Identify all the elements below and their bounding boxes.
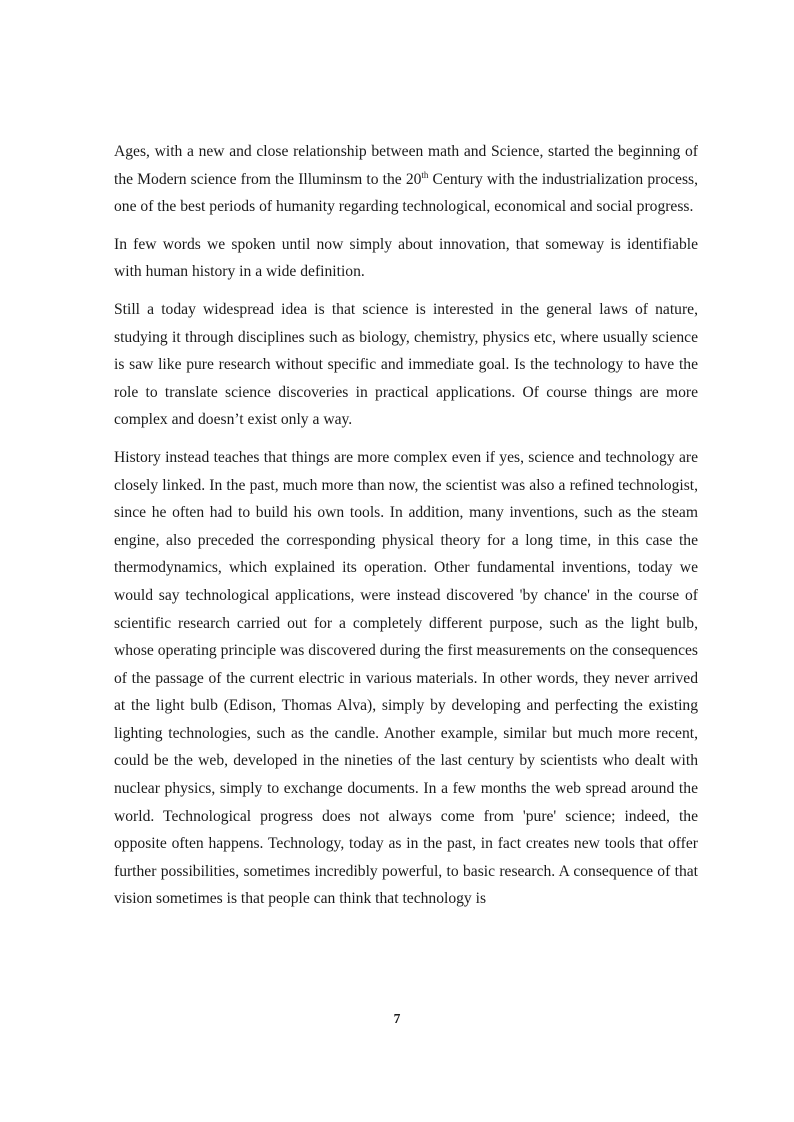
ordinal-superscript: th [421, 169, 429, 180]
paragraph-text-part-2: Century with the industrialization process, one of the best periods of humanity regarding technological, economical and social progress. [114, 170, 698, 216]
page-number: 7 [393, 1011, 401, 1026]
document-page [114, 138, 698, 923]
paragraph-modern-science [114, 138, 698, 221]
paragraph-history: History instead teaches that things are more complex even if yes, science and technology are closely linked. In the past, much more than now, the scientist was also a refined technologist, since he often had to build his own tools. In addition, many inventions, such as the steam engine, also preceded the corresponding physical theory for a long time, in this case the thermodynamics, which explained its operation. Other fundamental inventions, today we would say technological applications, were instead discovered 'by chance' in the course of scientific research carried out for a completely different purpose, such as the light bulb, whose operating principle was discovered during the first measurements on the consequences of the passage of the current electric in various materials. In other words, they never arrived at the light bulb (Edison, Thomas Alva), simply by developing and perfecting the existing lighting technologies, such as the candle. Another example, similar but much more recent, could be the web, developed in the nineties of the last century by scientists who dealt with nuclear physics, simply to exchange documents. In a few months the web spread around the world. Technological progress does not always come from 'pure' science; indeed, the opposite often happens. Technology, today as in the past, in fact creates new tools that offer further possibilities, sometimes incredibly powerful, to basic research. A consequence of that vision sometimes is that people can think that technology is [114, 448, 698, 908]
paragraph-text-part-1: Ages, with a new and close relationship between math and Science, started the beginning of the Modern science from the Illuminsm to the 20 [114, 143, 698, 188]
paragraph-innovation: In few words we spoken until now simply about innovation, that someway is identifiable with human history in a wide definition. [114, 235, 698, 281]
paragraph-science-idea: Still a today widespread idea is that science is interested in the general laws of nature, studying it through disciplines such as biology, chemistry, physics etc, where usually science is saw like pure research without specific and immediate goal. Is the technology to have the role to translate science discoveries in practical applications. Of course things are more complex and doesn’t exist only a way. [114, 300, 698, 429]
